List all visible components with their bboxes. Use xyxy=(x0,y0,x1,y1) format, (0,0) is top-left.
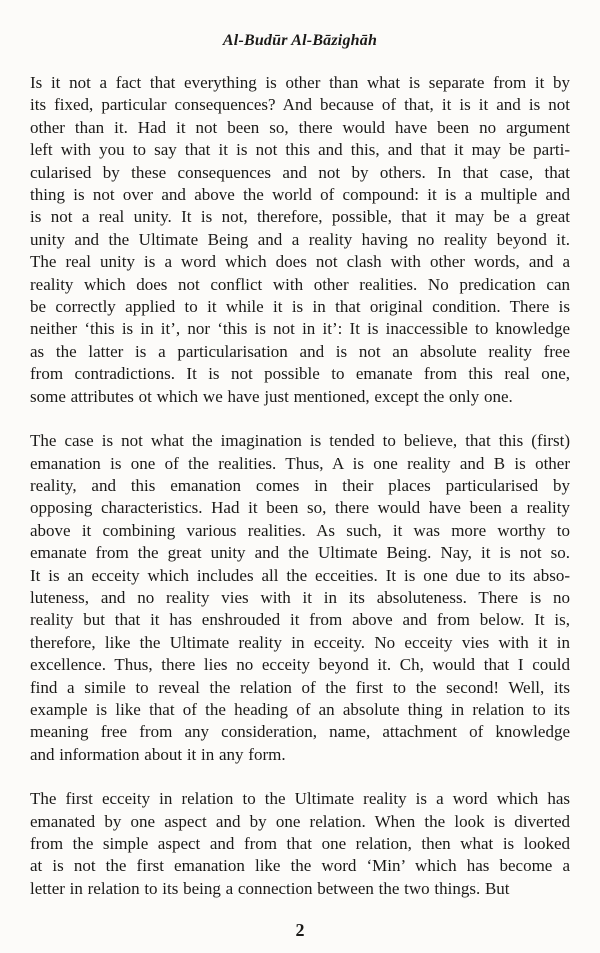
text-line: from the simple aspect and from that one relation, then what is looked xyxy=(30,834,570,853)
text-line: its fixed, particular consequences? And because of that, it is it and is not xyxy=(30,95,570,115)
text-line: above it combining various realities. As such, it was more worthy to xyxy=(30,520,570,540)
text-line: It is an ecceity which includes all the ecceities. It is one due to its abso- xyxy=(30,565,570,585)
page-body xyxy=(30,72,570,900)
paragraph xyxy=(30,788,570,900)
text-line: as the latter is a particularisation and is not an absolute reality free xyxy=(30,341,570,361)
page-number: 2 xyxy=(295,920,305,940)
text-line: some attributes ot which we have just mentioned, except the only one. xyxy=(30,386,513,406)
text-line: and information about it in any form. xyxy=(30,744,286,764)
text-line: find a simile to reveal the relation of the first to the second! Well, its xyxy=(30,677,570,697)
text-line: Is it not a fact that everything is other than what is separate from it by xyxy=(30,73,570,92)
text-line: therefore, like the Ultimate reality in ecceity. No ecceity vies with it in xyxy=(30,632,570,652)
text-line: The real unity is a word which does not clash with other words, and a xyxy=(30,252,570,272)
text-line: luteness, and no reality vies with it in its absoluteness. There is no xyxy=(30,587,570,607)
paragraph xyxy=(30,72,570,408)
text-line: excellence. Thus, there lies no ecceity beyond it. Ch, would that I could xyxy=(30,655,570,675)
text-line: The first ecceity in relation to the Ultimate reality is a word which has xyxy=(30,789,570,809)
paragraph xyxy=(30,430,570,766)
text-line: thing is not over and above the world of compound: it is a multiple and xyxy=(30,185,570,205)
text-line: emanated by one aspect and by one relation. When the look is diverted xyxy=(30,811,570,831)
text-line: left with you to say that it is not this and this, and that it may be parti- xyxy=(30,140,570,160)
text-line: emanate from the great unity and the Ultimate Being. Nay, it is not so. xyxy=(30,543,570,563)
text-line: other than it. Had it not been so, there would have been no argument xyxy=(30,117,570,137)
text-line: from contradictions. It is not possible to emanate from this real one, xyxy=(30,364,570,384)
running-header-title: Al-Budūr Al-Bāzighāh xyxy=(222,32,378,49)
text-line: letter in relation to its being a connection between the two things. But xyxy=(30,878,510,898)
text-line: unity and the Ultimate Being and a reality having no reality beyond it. xyxy=(30,229,570,249)
text-line: is not a real unity. It is not, therefore, possible, that it may be a great xyxy=(30,207,570,227)
text-line: neither ‘this is in it’, nor ‘this is not in it’: It is inaccessible to knowledge xyxy=(30,319,570,339)
text-line: reality which does not conflict with other realities. No predication can xyxy=(30,274,570,294)
text-line: emanation is one of the realities. Thus, A is one reality and B is other xyxy=(30,453,570,473)
text-line: at is not the first emanation like the word ‘Min’ which has become a xyxy=(30,856,570,876)
text-line: reality but that it has enshrouded it from above and from below. It is, xyxy=(30,610,570,630)
text-line: cularised by these consequences and not by others. In that case, that xyxy=(30,162,570,182)
text-line: example is like that of the heading of an absolute thing in relation to its xyxy=(30,699,570,719)
text-line: reality, and this emanation comes in their places particularised by xyxy=(30,475,570,495)
text-line: opposing characteristics. Had it been so, there would have been a reality xyxy=(30,498,570,518)
text-line: The case is not what the imagination is tended to believe, that this (first) xyxy=(30,431,570,451)
text-line: be correctly applied to it while it is in that original condition. There is xyxy=(30,297,570,317)
text-line: meaning free from any consideration, name, attachment of knowledge xyxy=(30,722,570,742)
